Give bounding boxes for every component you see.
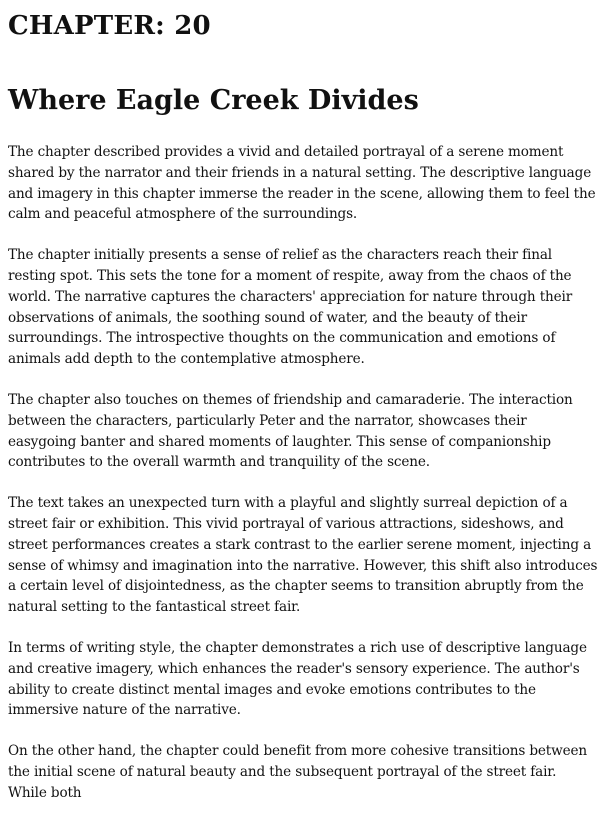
chapter-number: CHAPTER: 20 [8, 11, 211, 41]
body-paragraph: The chapter described provides a vivid and detailed portrayal of a serene moment shared by the narrator and their friends in a natural setting. The descriptive language and imagery in this chapter immerse the reader in the scene, allowing them to feel the calm and peaceful atmosphere of the surroundings. [8, 144, 596, 223]
document-page [8, 0, 598, 824]
body-paragraph: The chapter initially presents a sense of relief as the characters reach their final resting spot. This sets the tone for a moment of respite, away from the chaos of the world. The narrative captures the characters' appreciation for nature through their observations of animals, the soothing sound of water, and the beauty of their surroundings. The introspective thoughts on the communication and emotions of animals add depth to the contemplative atmosphere. [8, 247, 573, 368]
body-paragraph: In terms of writing style, the chapter demonstrates a rich use of descriptive language and creative imagery, which enhances the reader's sensory experience. The author's ability to create distinct mental images and evoke emotions contributes to the immersive nature of the narrative. [8, 639, 587, 719]
body-paragraph: On the other hand, the chapter could benefit from more cohesive transitions between the initial scene of natural beauty and the subsequent portrayal of the street fair. While both [8, 743, 588, 801]
body-paragraph: The text takes an unexpected turn with a playful and slightly surreal depiction of a street fair or exhibition. This vivid portrayal of various attractions, sideshows, and street performances creates a stark contrast to the earlier serene moment, injecting a sense of whimsy and imagination into the narrative. However, this shift also introduces a certain level of disjointedness, as the chapter seems to transition abruptly from the natural setting to the fantastical street fair. [8, 495, 598, 616]
chapter-title: Where Eagle Creek Divides [8, 85, 419, 116]
body-paragraph: The chapter also touches on themes of friendship and camaraderie. The interaction between the characters, particularly Peter and the narrator, showcases their easygoing banter and shared moments of laughter. This sense of companionship contributes to the overall warmth and tranquility of the scene. [8, 391, 573, 471]
chapter-body [8, 142, 598, 804]
